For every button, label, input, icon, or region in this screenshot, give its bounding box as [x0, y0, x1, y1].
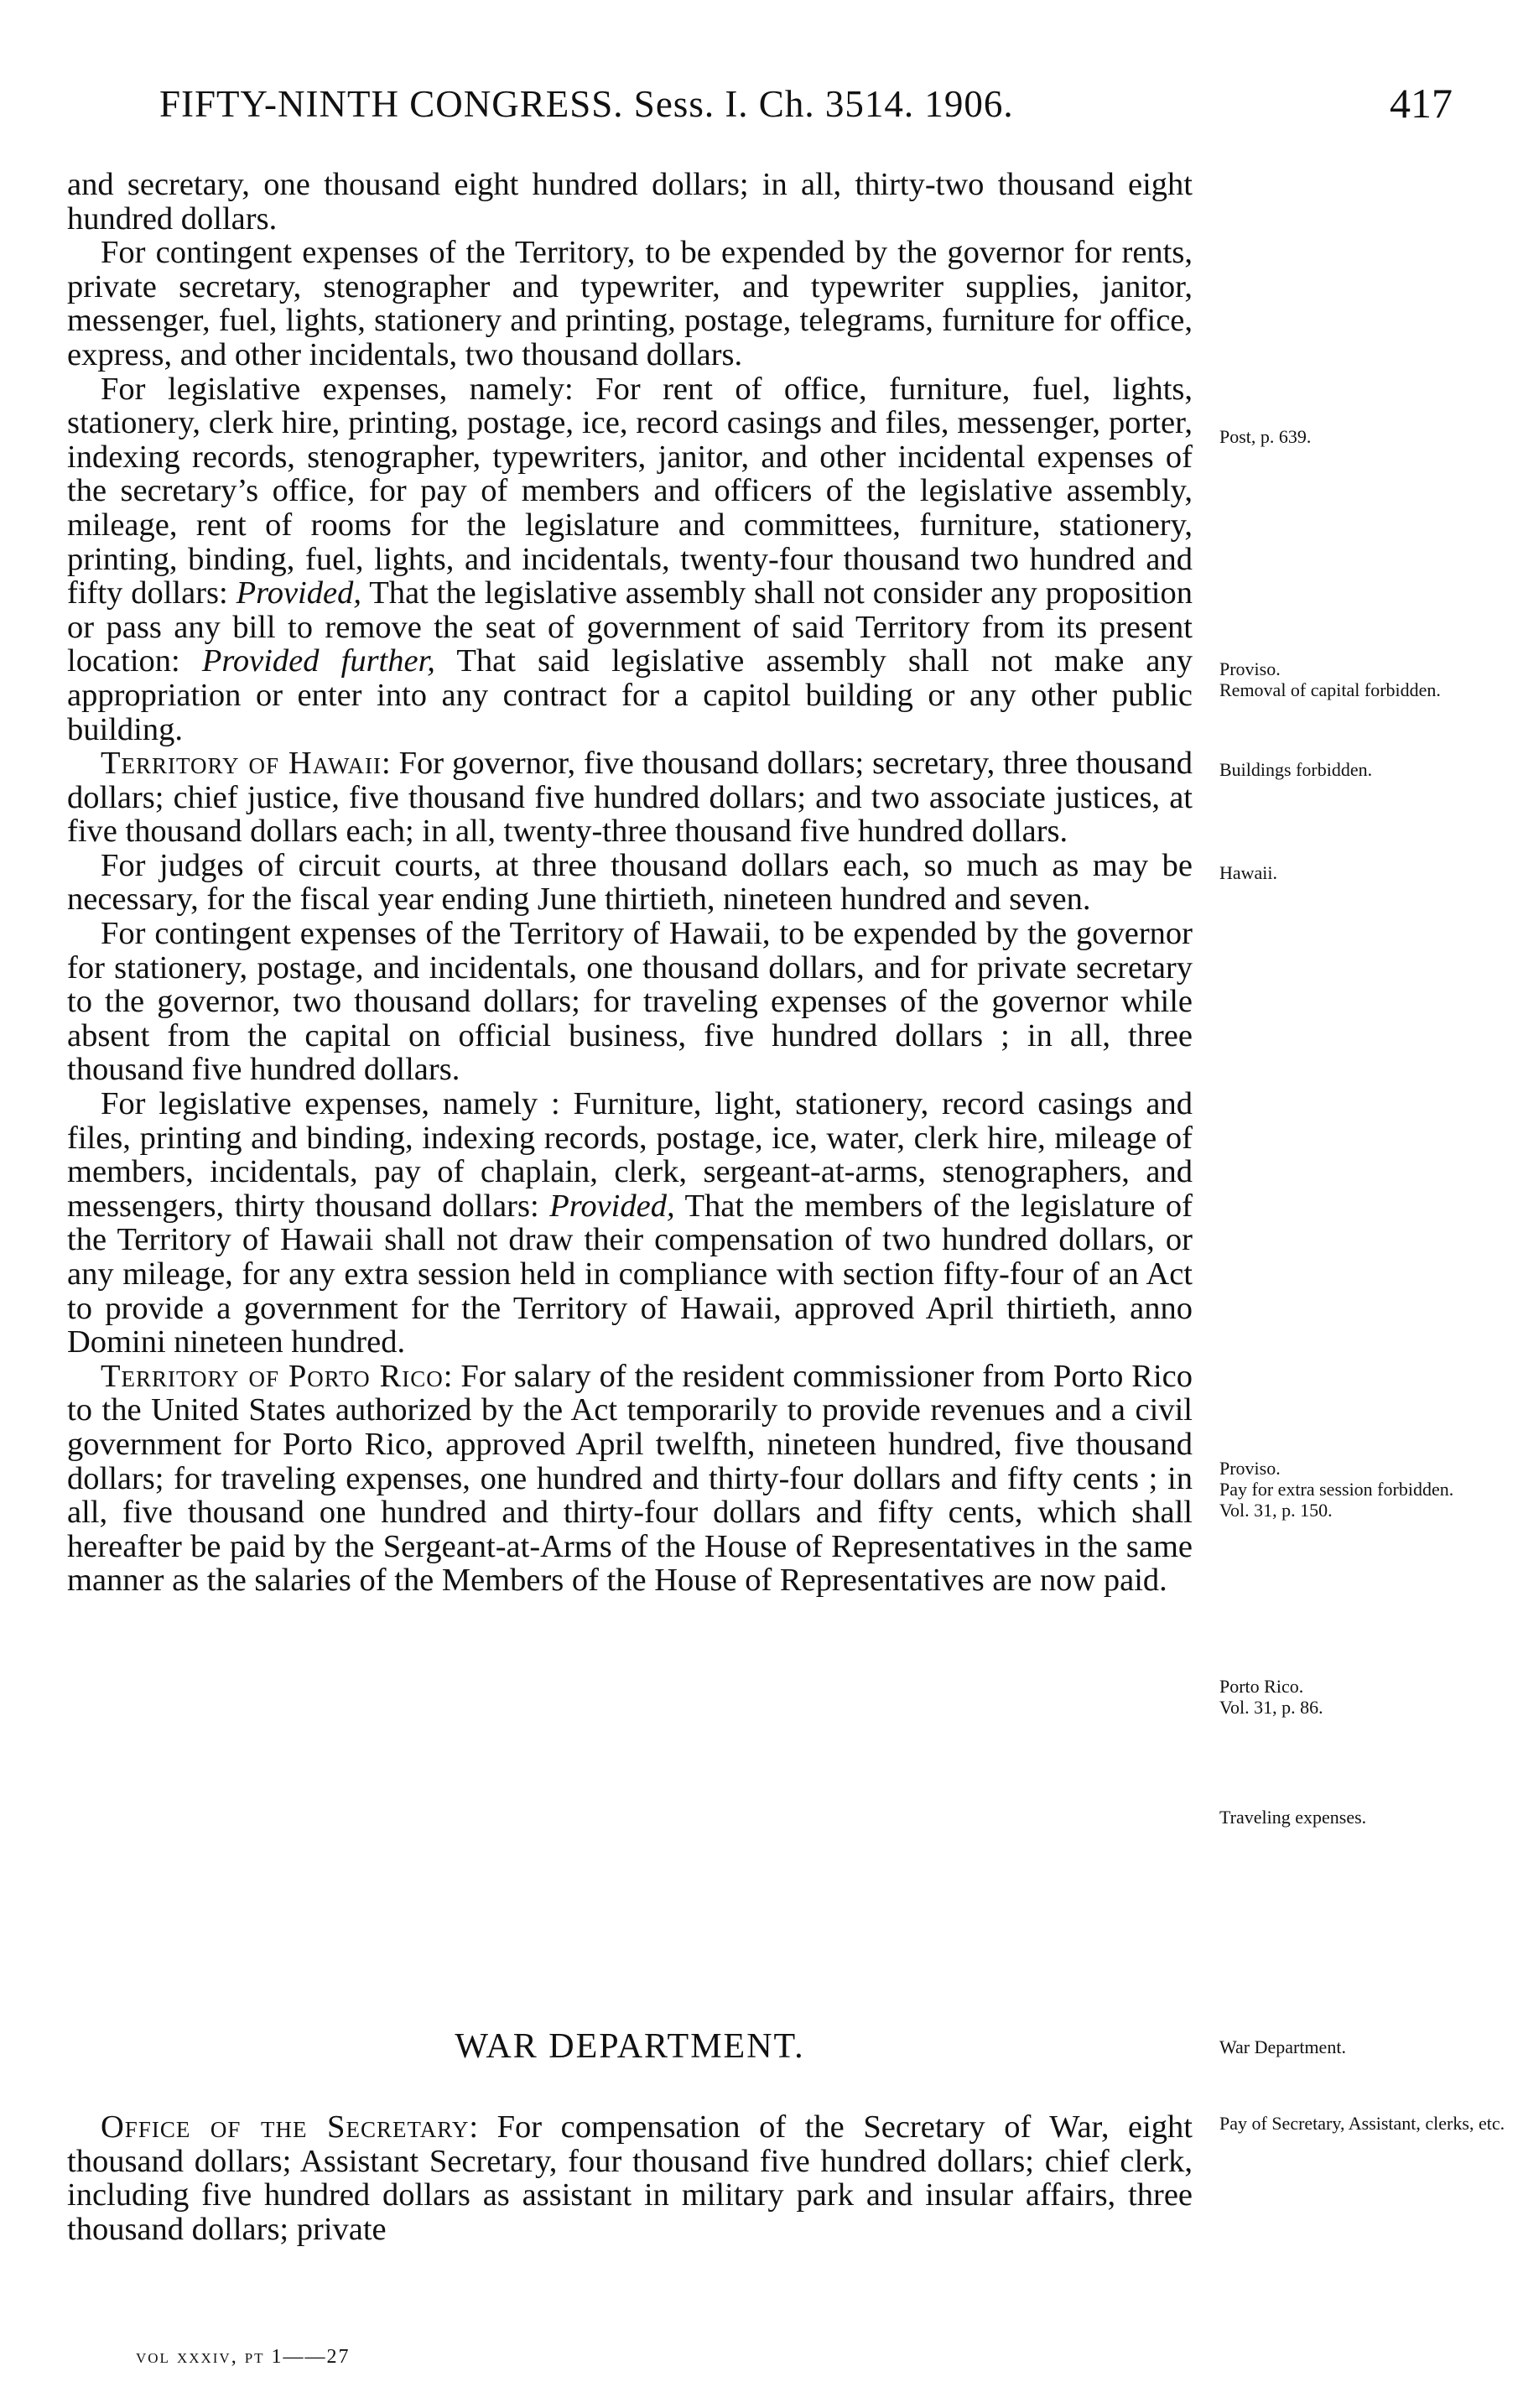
section-lead: Office of the Secretary [101, 2109, 470, 2145]
paragraph-continuation: and secretary, one thousand eight hundred dollars; in all, thirty-two thousand eight hundred dollars. [67, 167, 1193, 237]
text-run: : For governor, five thousand dollars; secretary, three thousand dollars; chief justice, five thousand five hundred dollars; and two associate justices, at five thousand dollars each; in all, twenty-three thousand five hundred dollars. [67, 746, 1193, 850]
paragraph-circuit-courts: For judges of circuit courts, at three thousand dollars each, so much as may be necessary, for the fiscal year ending June thirtieth, nineteen hundred and seven. [67, 847, 1193, 918]
text-run: That the members of the legislature of the Territory of Hawaii shall not draw their compensation of two hundred dollars, or any mileage, for any extra session held in compliance with section fifty-four of an Act to provide a government for the Territory of Hawaii, approved April thirtieth, anno Domini nineteen hundred. [67, 1188, 1193, 1360]
section-lead: Territory of Porto Rico [101, 1358, 444, 1394]
text-run: That said legislative assembly shall not make any appropriation or enter into any contract for a capitol building or any other public building. [67, 643, 1193, 747]
section-heading: WAR DEPARTMENT. [455, 2027, 805, 2066]
margin-note-traveling: Traveling expenses. [1219, 1807, 1367, 1828]
section-lead: Territory of Hawaii [101, 746, 382, 782]
margin-note-proviso-session: Proviso. Pay for extra session forbidden. Vol. 31, p. 150. [1219, 1458, 1454, 1521]
margin-note-proviso-capital: Proviso. Removal of capital forbidden. [1219, 658, 1441, 700]
proviso-word: Provided further, [201, 643, 435, 679]
margin-notes [1219, 0, 1513, 2408]
main-text-war [67, 2110, 1193, 2246]
text-run: For legislative expenses, namely: For rent of office, furniture, fuel, lights, stationery, clerk hire, printing, postage, ice, record casings and files, messenger, porter, indexing records, stenographer, typewriters, janitor, and other incidental expenses of the secretary’s office, for pay of members and officers of the legislative assembly, mileage, rent of rooms for the legislature and committees, furniture, stationery, printing, binding, fuel, lights, and incidentals, twenty-four thousand two hundred and fifty dollars: [67, 371, 1193, 611]
signature-mark: vol xxxiv, pt 1——27 [136, 2346, 351, 2368]
text-run: : For compensation of the Secretary of War, eight thousand dollars; Assistant Secretary, four thousand five hundred dollars; chief clerk, including five hundred dollars as assistant in military park and insular affairs, three thousand dollars; private [67, 2109, 1193, 2247]
proviso-word: Provided, [549, 1188, 675, 1224]
paragraph-legislative-expenses [67, 372, 1193, 747]
margin-note-pay-secretary: Pay of Secretary, Assistant, clerks, etc. [1219, 2113, 1505, 2134]
margin-note-porto-rico: Porto Rico. Vol. 31, p. 86. [1219, 1676, 1323, 1718]
page-number: 417 [1390, 80, 1453, 127]
paragraph-hawaii-contingent: For contingent expenses of the Territory of Hawaii, to be expended by the governor for stationery, postage, and incidentals, one thousand dollars, and for private secretary to the governor, two thousand dollars; for traveling expenses of the governor while absent from the capital on official business, five hundred dollars ; in all, three thousand five hundred dollars. [67, 916, 1193, 1088]
main-text [67, 168, 1193, 1598]
running-title: FIFTY-NINTH CONGRESS. Sess. I. Ch. 3514. 1906. [159, 83, 1014, 125]
margin-note-hawaii: Hawaii. [1219, 862, 1278, 883]
margin-note-buildings: Buildings forbidden. [1219, 759, 1373, 780]
proviso-word: Provided, [236, 575, 361, 611]
text-run: For legislative expenses, namely : Furniture, light, stationery, record casings and files, printing and binding, indexing records, postage, ice, water, clerk hire, mileage of members, incidentals, pay of chaplain, clerk, sergeant-at-arms, stenographers, and messengers, thirty thousand dollars: [67, 1086, 1193, 1224]
paragraph-hawaii-legislative [67, 1087, 1193, 1360]
paragraph-contingent-expenses: For contingent expenses of the Territory, to be expended by the governor for rents, private secretary, stenographer and typewriter, and typewriter supplies, janitor, messenger, fuel, lights, stationery and printing, postage, telegrams, furniture for office, express, and other incidentals, two thousand dollars. [67, 235, 1193, 372]
text-run: : For salary of the resident commissioner from Porto Rico to the United States authorized by the Act temporarily to provide revenues and a civil government for Porto Rico, approved April twelfth, nineteen hundred, five thousand dollars; for traveling expenses, one hundred and thirty-four dollars and fifty cents ; in all, five thousand one hundred and thirty-four dollars and fifty cents, which shall hereafter be paid by the Sergeant-at-Arms of the House of Representatives in the same manner as the salaries of the Members of the House of Representatives are now paid. [67, 1358, 1193, 1599]
paragraph-office-of-secretary [67, 2110, 1193, 2246]
margin-note-post: Post, p. 639. [1219, 426, 1312, 447]
paragraph-porto-rico [67, 1360, 1193, 1598]
paragraph-territory-hawaii [67, 746, 1193, 849]
margin-note-war-department: War Department. [1219, 2036, 1346, 2057]
text-run: That the legislative assembly shall not consider any proposition or pass any bill to remove the seat of government of said Territory from its present location: [67, 575, 1193, 679]
